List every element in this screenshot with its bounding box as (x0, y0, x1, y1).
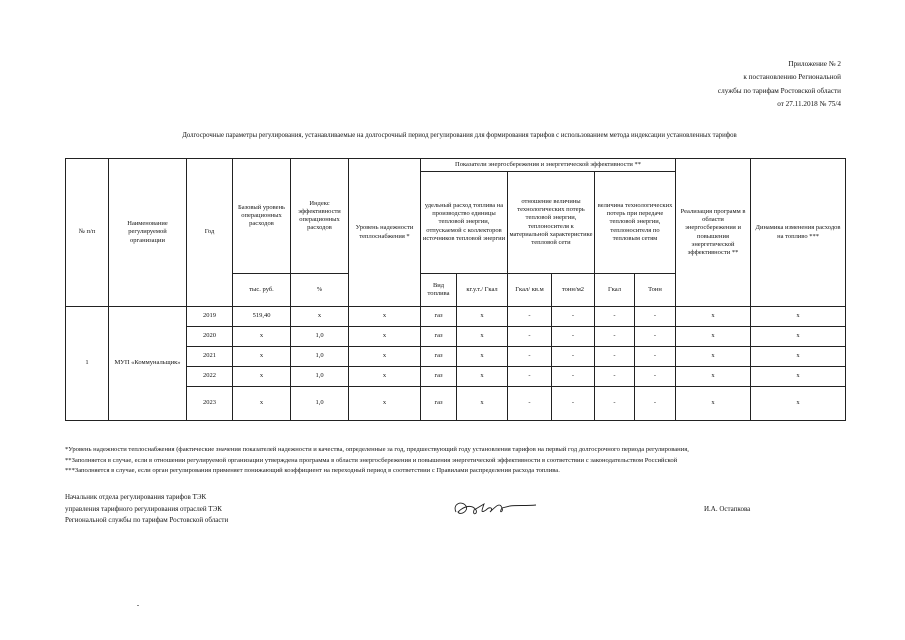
footnote-fuel: ***Заполняется в случае, если орган регулирования применяет понижающий коэффициент на переходный период в соответствии с Правилами распределения расхода топлива. (65, 467, 560, 475)
cell-loss-tons: - (635, 367, 676, 387)
cell-dynamics: х (751, 347, 846, 367)
signatory-line-1: Начальник отдела регулирования тарифов ТЭК (65, 493, 207, 501)
cell-loss-gcal: - (595, 387, 635, 421)
cell-ratio-gcal: - (508, 387, 552, 421)
header-specific-fuel: удельный расход топлива на производство единицы тепловой энергии, отпускаемой с коллекторов источников тепловой энергии (421, 172, 508, 274)
footnote-program: **Заполняется в случае, если в отношении регулируемой организации утверждена программа в области энергосбережения и повышения энергетической эффективности в соответствии с законодательством Российской (65, 456, 678, 464)
org-number: 1 (66, 307, 109, 421)
cell-reliability: х (349, 347, 421, 367)
cell-index: 1,0 (291, 327, 349, 347)
cell-index: 1,0 (291, 387, 349, 421)
cell-program: х (676, 327, 751, 347)
cell-base: х (233, 327, 291, 347)
cell-base: х (233, 367, 291, 387)
cell-ratio-tons: - (552, 367, 595, 387)
cell-fuel: х (457, 367, 508, 387)
header-fuel-dynamics: Динамика изменения расходов на топливо *** (751, 159, 846, 307)
cell-year: 2020 (187, 327, 233, 347)
signatory-line-2: управления тарифного регулирования отраслей ТЭК (65, 504, 222, 513)
unit-index: % (291, 274, 349, 307)
cell-ratio-gcal: - (508, 347, 552, 367)
header-number: № п/п (66, 159, 109, 307)
unit-fuel: кг.у.т./ Гкал (457, 274, 508, 307)
cell-program: х (676, 347, 751, 367)
cell-index: х (291, 307, 349, 327)
cell-loss-gcal: - (595, 347, 635, 367)
cell-ratio-tons: - (552, 307, 595, 327)
cell-year: 2022 (187, 367, 233, 387)
cell-base: 519,40 (233, 307, 291, 327)
header-tech-losses: величина технологических потерь при передаче тепловой энергии, теплоносителя по тепловым сетям (595, 172, 676, 274)
cell-dynamics: х (751, 367, 846, 387)
cell-fuel-type: газ (421, 387, 457, 421)
cell-fuel: х (457, 347, 508, 367)
cell-loss-tons: - (635, 307, 676, 327)
header-base-level: Базовый уровень операционных расходов (233, 159, 291, 274)
unit-fuel-type: Вид топлива (421, 274, 457, 307)
appendix-agency-line: службы по тарифам Ростовской области (717, 86, 841, 95)
header-efficiency-index: Индекс эффективности операционных расходов (291, 159, 349, 274)
cell-base: х (233, 347, 291, 367)
cell-ratio-gcal: - (508, 327, 552, 347)
cell-year: 2019 (187, 307, 233, 327)
cell-ratio-tons: - (552, 347, 595, 367)
footnote-reliability: *Уровень надежности теплоснабжения (фактические значения показателей надежности и качества, определенные за год, предшествующий году установления тарифов на первый год долгосрочного периода регулирования, (65, 446, 689, 453)
cell-reliability: х (349, 327, 421, 347)
cell-fuel: х (457, 327, 508, 347)
cell-reliability: х (349, 307, 421, 327)
header-year: Год (187, 159, 233, 307)
cell-fuel: х (457, 307, 508, 327)
cell-program: х (676, 367, 751, 387)
signatory-line-3: Региональной службы по тарифам Ростовской области (65, 516, 229, 524)
header-energy-group: Показатели энергосбережения и энергетической эффективности ** (421, 159, 676, 172)
cell-reliability: х (349, 387, 421, 421)
appendix-ref-line: к постановлению Региональной (743, 73, 841, 82)
org-name: МУП «Коммунальщик» (109, 307, 187, 421)
cell-loss-gcal: - (595, 307, 635, 327)
cell-ratio-gcal: - (508, 367, 552, 387)
cell-dynamics: х (751, 387, 846, 421)
cell-ratio-tons: - (552, 327, 595, 347)
cell-fuel-type: газ (421, 327, 457, 347)
cell-program: х (676, 307, 751, 327)
cell-loss-gcal: - (595, 327, 635, 347)
cell-loss-tons: - (635, 387, 676, 421)
cell-program: х (676, 387, 751, 421)
cell-ratio-gcal: - (508, 307, 552, 327)
unit-ratio-tons: тонн/м2 (552, 274, 595, 307)
unit-loss-gcal: Гкал (595, 274, 635, 307)
cell-reliability: х (349, 367, 421, 387)
cell-fuel-type: газ (421, 367, 457, 387)
cell-index: 1,0 (291, 347, 349, 367)
unit-loss-tons: Тонн (635, 274, 676, 307)
cell-loss-gcal: - (595, 367, 635, 387)
table-row (66, 307, 846, 327)
cell-loss-tons: - (635, 327, 676, 347)
cell-fuel-type: газ (421, 307, 457, 327)
cell-loss-tons: - (635, 347, 676, 367)
scan-dot (137, 605, 139, 606)
header-program: Реализация программ в области энергосбережения и повышения энергетической эффективности ** (676, 159, 751, 307)
header-loss-ratio: отношение величины технологических потерь тепловой энергии, теплоносителя к материальной характеристике тепловой сети (508, 172, 595, 274)
appendix-date-line: от 27.11.2018 № 75/4 (777, 100, 841, 109)
cell-fuel: х (457, 387, 508, 421)
parameters-table (65, 158, 846, 421)
handwritten-signature (450, 496, 540, 522)
appendix-header (718, 58, 841, 112)
cell-fuel-type: газ (421, 347, 457, 367)
header-organization: Наименование регулируемой организации (109, 159, 187, 307)
unit-ratio-gcal: Гкал/ кв.м (508, 274, 552, 307)
cell-dynamics: х (751, 307, 846, 327)
cell-index: 1,0 (291, 367, 349, 387)
appendix-number: Приложение № 2 (788, 60, 841, 68)
signatory-position (65, 492, 228, 527)
cell-year: 2021 (187, 347, 233, 367)
cell-base: х (233, 387, 291, 421)
unit-base: тыс. руб. (233, 274, 291, 307)
footnotes (65, 445, 855, 477)
header-reliability: Уровень надежности теплоснабжения * (349, 159, 421, 307)
cell-dynamics: х (751, 327, 846, 347)
cell-ratio-tons: - (552, 387, 595, 421)
document-title: Долгосрочные параметры регулирования, устанавливаемые на долгосрочный период регулирования для формирования тарифов с использованием метода индексации установленных тарифов (182, 132, 737, 139)
signatory-name: И.А. Остапкова (704, 505, 751, 513)
cell-year: 2023 (187, 387, 233, 421)
